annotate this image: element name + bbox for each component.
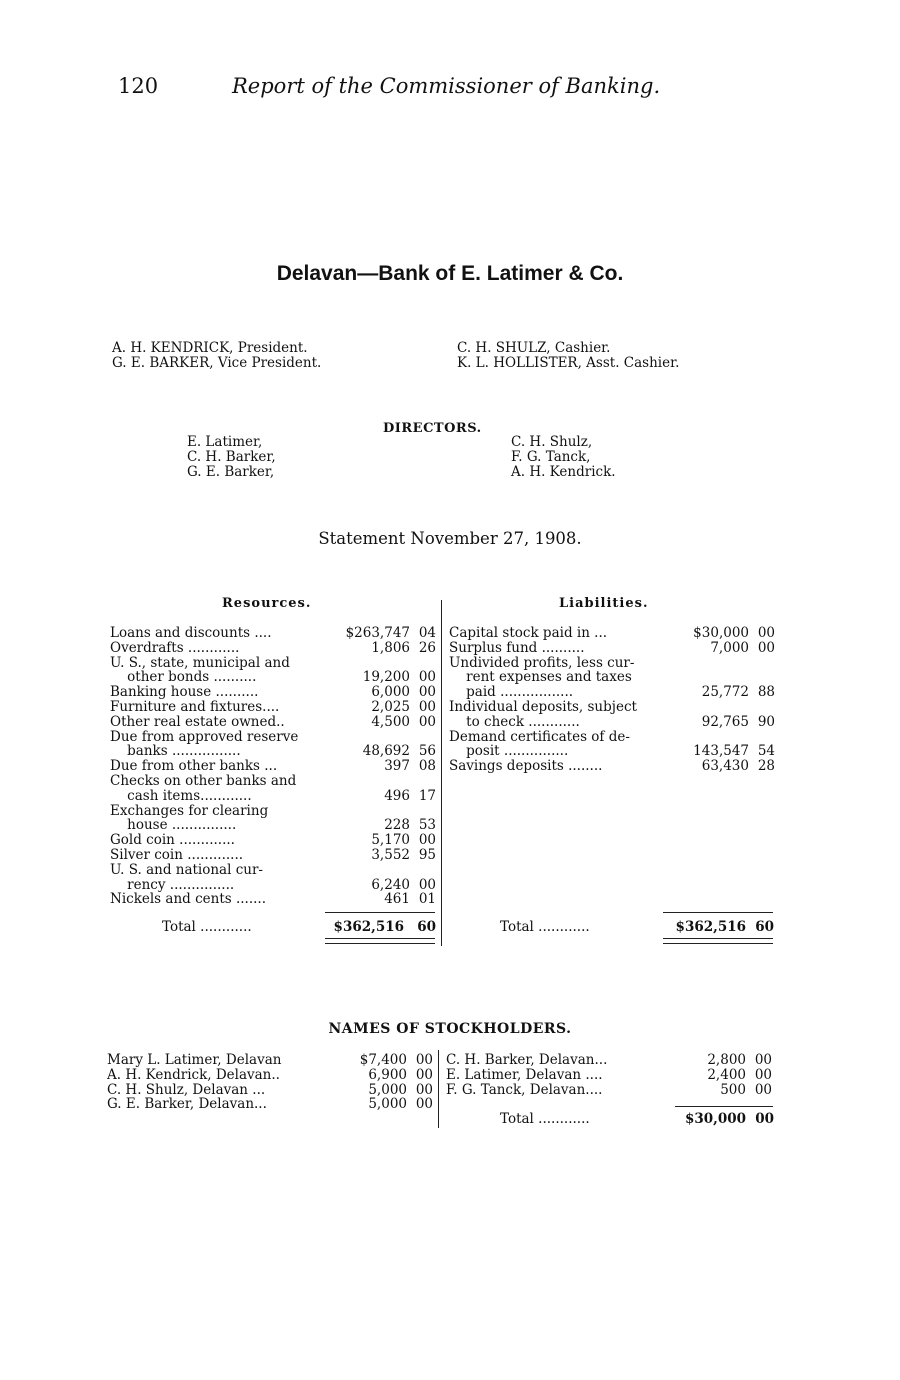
row-cents: 00: [757, 625, 775, 641]
statement-date: Statement November 27, 1908.: [318, 529, 582, 548]
table-row: [449, 759, 775, 774]
table-row: [110, 715, 436, 730]
officer-cashier: C. H. SHULZ, Cashier.: [457, 340, 611, 356]
row-cents: 00: [415, 1081, 433, 1098]
row-label: banks ................: [110, 744, 241, 760]
row-amount: 92,765: [701, 713, 749, 730]
row-amount: 25,772: [701, 684, 749, 701]
stockholders-heading: NAMES OF STOCKHOLDERS.: [328, 1021, 572, 1037]
row-amount: 5,000: [368, 1096, 407, 1113]
row-cents: [749, 670, 775, 685]
row-cents: [749, 656, 775, 671]
row-cents: 08: [418, 758, 436, 775]
row-amount: 1,806: [371, 639, 410, 656]
row-amount: 6,900: [368, 1066, 407, 1083]
table-row: [449, 700, 775, 715]
row-cents: 00: [418, 713, 436, 730]
row-label: rency ...............: [110, 877, 235, 893]
row-cents: 53: [418, 817, 436, 834]
row-label: U. S. and national cur-: [110, 862, 263, 878]
row-amount: [338, 804, 410, 819]
row-cents: [410, 863, 436, 878]
table-row: [446, 1068, 772, 1083]
row-label: F. G. Tanck, Delavan....: [446, 1082, 603, 1098]
row-label: Banking house ..........: [110, 685, 259, 700]
table-row: [110, 774, 436, 789]
resources-double-rule: [325, 938, 435, 944]
officer-asst-cashier: K. L. HOLLISTER, Asst. Cashier.: [457, 355, 680, 371]
row-cents: 00: [418, 684, 436, 701]
table-row: [449, 715, 775, 730]
table-row: [449, 744, 775, 759]
row-label: C. H. Barker, Delavan...: [446, 1053, 608, 1068]
row-label: paid .................: [449, 685, 574, 700]
table-row: [110, 744, 436, 759]
director-name: G. E. Barker,: [187, 464, 275, 480]
row-label: Undivided profits, less cur-: [449, 655, 635, 671]
row-cents: 90: [757, 713, 775, 730]
column-divider: [441, 600, 442, 946]
row-amount: [675, 670, 749, 685]
row-cents: 26: [418, 639, 436, 656]
liabilities-total-cents: 60: [755, 919, 774, 935]
row-amount: [338, 730, 410, 745]
row-cents: 00: [418, 832, 436, 849]
row-amount: [338, 656, 410, 671]
row-cents: [749, 730, 775, 745]
table-row: [107, 1097, 433, 1112]
row-cents: 01: [418, 891, 436, 908]
resources-table: [110, 626, 436, 907]
row-amount: $263,747: [345, 625, 410, 641]
row-cents: 00: [415, 1052, 433, 1068]
row-label: Other real estate owned..: [110, 714, 285, 730]
table-row: [449, 730, 775, 745]
row-cents: 00: [418, 698, 436, 715]
row-amount: [675, 656, 749, 671]
officer-vice-president: G. E. BARKER, Vice President.: [112, 355, 322, 371]
table-row: [107, 1053, 433, 1068]
table-row: [446, 1083, 772, 1098]
row-label: Loans and discounts ....: [110, 626, 272, 641]
row-label: to check ............: [449, 714, 580, 730]
resources-total-cents: 60: [417, 919, 436, 935]
row-label: Gold coin .............: [110, 833, 235, 848]
row-label: house ...............: [110, 818, 237, 834]
liabilities-double-rule: [663, 938, 773, 944]
page-number: 120: [118, 74, 159, 98]
table-row: [449, 626, 775, 641]
row-cents: [410, 774, 436, 789]
stockholders-right-table: [446, 1053, 772, 1097]
row-amount: [675, 700, 749, 715]
table-row: [110, 759, 436, 774]
row-amount: 19,200: [362, 669, 410, 686]
row-label: posit ...............: [449, 744, 569, 760]
row-cents: 00: [754, 1066, 772, 1083]
row-label: other bonds ..........: [110, 670, 257, 686]
row-cents: [410, 730, 436, 745]
row-label: U. S., state, municipal and: [110, 655, 290, 671]
directors-right: [511, 435, 616, 480]
row-label: Capital stock paid in ...: [449, 626, 608, 641]
row-amount: 2,400: [707, 1066, 746, 1083]
table-row: [110, 656, 436, 671]
row-label: C. H. Shulz, Delavan ...: [107, 1082, 266, 1098]
row-amount: [338, 863, 410, 878]
row-cents: [410, 804, 436, 819]
stockholders-total-label: Total ............: [500, 1111, 590, 1127]
liabilities-total-rule: [663, 912, 773, 913]
table-row: [107, 1083, 433, 1098]
resources-total-rule: [325, 912, 435, 913]
bank-title: Delavan—Bank of E. Latimer & Co.: [276, 262, 624, 285]
row-cents: 17: [418, 787, 436, 804]
row-amount: 496: [384, 787, 410, 804]
director-name: F. G. Tanck,: [511, 449, 591, 465]
row-cents: 00: [418, 669, 436, 686]
row-amount: 2,025: [371, 698, 410, 715]
row-cents: [749, 700, 775, 715]
row-label: rent expenses and taxes: [449, 670, 632, 686]
row-cents: [410, 656, 436, 671]
page-header: [118, 74, 678, 104]
liabilities-heading: Liabilities.: [559, 596, 649, 611]
table-row: [446, 1053, 772, 1068]
row-amount: 5,170: [371, 832, 410, 849]
row-amount: 7,000: [710, 639, 749, 656]
row-cents: 95: [418, 846, 436, 863]
row-label: Furniture and fixtures....: [110, 699, 280, 715]
row-cents: 28: [757, 758, 775, 775]
row-cents: 54: [757, 743, 775, 760]
table-row: [110, 700, 436, 715]
row-amount: 63,430: [701, 758, 749, 775]
table-row: [110, 685, 436, 700]
director-name: A. H. Kendrick.: [511, 464, 616, 480]
table-row: [110, 804, 436, 819]
row-label: G. E. Barker, Delavan...: [107, 1097, 267, 1113]
row-label: Due from other banks ...: [110, 759, 278, 774]
table-row: [110, 833, 436, 848]
row-amount: [675, 730, 749, 745]
row-label: Demand certificates of de-: [449, 729, 630, 745]
director-name: C. H. Shulz,: [511, 434, 593, 450]
liabilities-total-amount: $362,516: [675, 919, 746, 935]
stockholders-total-cents: 00: [755, 1111, 774, 1127]
table-row: [110, 641, 436, 656]
stockholders-divider: [438, 1050, 439, 1128]
row-cents: 00: [754, 1081, 772, 1098]
row-amount: 2,800: [707, 1052, 746, 1068]
table-row: [449, 656, 775, 671]
row-label: Checks on other banks and: [110, 773, 297, 789]
row-label: Mary L. Latimer, Delavan: [107, 1053, 282, 1068]
row-amount: 48,692: [362, 743, 410, 760]
row-label: Due from approved reserve: [110, 729, 299, 745]
table-row: [107, 1068, 433, 1083]
resources-heading: Resources.: [222, 596, 312, 611]
table-row: [110, 670, 436, 685]
row-label: Nickels and cents .......: [110, 892, 267, 908]
row-cents: 00: [757, 639, 775, 656]
row-cents: 00: [415, 1066, 433, 1083]
table-row: [110, 863, 436, 878]
row-amount: 397: [384, 758, 410, 775]
director-name: C. H. Barker,: [187, 449, 276, 465]
table-row: [110, 626, 436, 641]
officer-president: A. H. KENDRICK, President.: [112, 340, 308, 356]
row-amount: 6,240: [371, 876, 410, 893]
row-label: Silver coin .............: [110, 847, 244, 863]
table-row: [110, 818, 436, 833]
row-amount: $7,400: [359, 1052, 407, 1068]
row-label: Exchanges for clearing: [110, 803, 269, 819]
row-label: Surplus fund ..........: [449, 640, 585, 656]
report-title: Report of the Commissioner of Banking.: [232, 74, 661, 98]
resources-total-label: Total ............: [162, 919, 252, 935]
officers-right: [457, 341, 679, 371]
row-amount: 228: [384, 817, 410, 834]
stockholders-left-table: [107, 1053, 433, 1112]
row-cents: 00: [415, 1096, 433, 1113]
resources-total-amount: $362,516: [333, 919, 404, 935]
table-row: [110, 892, 436, 907]
row-cents: 00: [418, 876, 436, 893]
row-cents: 88: [757, 684, 775, 701]
row-amount: 461: [384, 891, 410, 908]
directors-left: [187, 435, 276, 480]
officers-left: [112, 341, 321, 371]
table-row: [110, 789, 436, 804]
stockholders-total-rule: [675, 1106, 773, 1107]
table-row: [449, 670, 775, 685]
liabilities-table: [449, 626, 775, 774]
stockholders-total-amount: $30,000: [684, 1111, 746, 1127]
row-label: cash items............: [110, 788, 252, 804]
table-row: [110, 848, 436, 863]
row-amount: [338, 774, 410, 789]
row-amount: 500: [720, 1081, 746, 1098]
table-row: [449, 685, 775, 700]
row-label: A. H. Kendrick, Delavan..: [107, 1067, 280, 1083]
row-amount: 6,000: [371, 684, 410, 701]
row-amount: 4,500: [371, 713, 410, 730]
row-label: E. Latimer, Delavan ....: [446, 1067, 603, 1083]
row-cents: 00: [754, 1052, 772, 1068]
row-label: Savings deposits ........: [449, 759, 603, 774]
liabilities-total-label: Total ............: [500, 919, 590, 935]
row-cents: 04: [418, 625, 436, 641]
director-name: E. Latimer,: [187, 434, 263, 450]
row-amount: $30,000: [693, 625, 749, 641]
row-amount: 143,547: [693, 743, 749, 760]
directors-heading: DIRECTORS.: [383, 421, 482, 436]
row-amount: 3,552: [371, 846, 410, 863]
row-label: Individual deposits, subject: [449, 699, 637, 715]
table-row: [110, 878, 436, 893]
row-amount: 5,000: [368, 1081, 407, 1098]
row-cents: 56: [418, 743, 436, 760]
table-row: [449, 641, 775, 656]
row-label: Overdrafts ............: [110, 640, 240, 656]
table-row: [110, 730, 436, 745]
